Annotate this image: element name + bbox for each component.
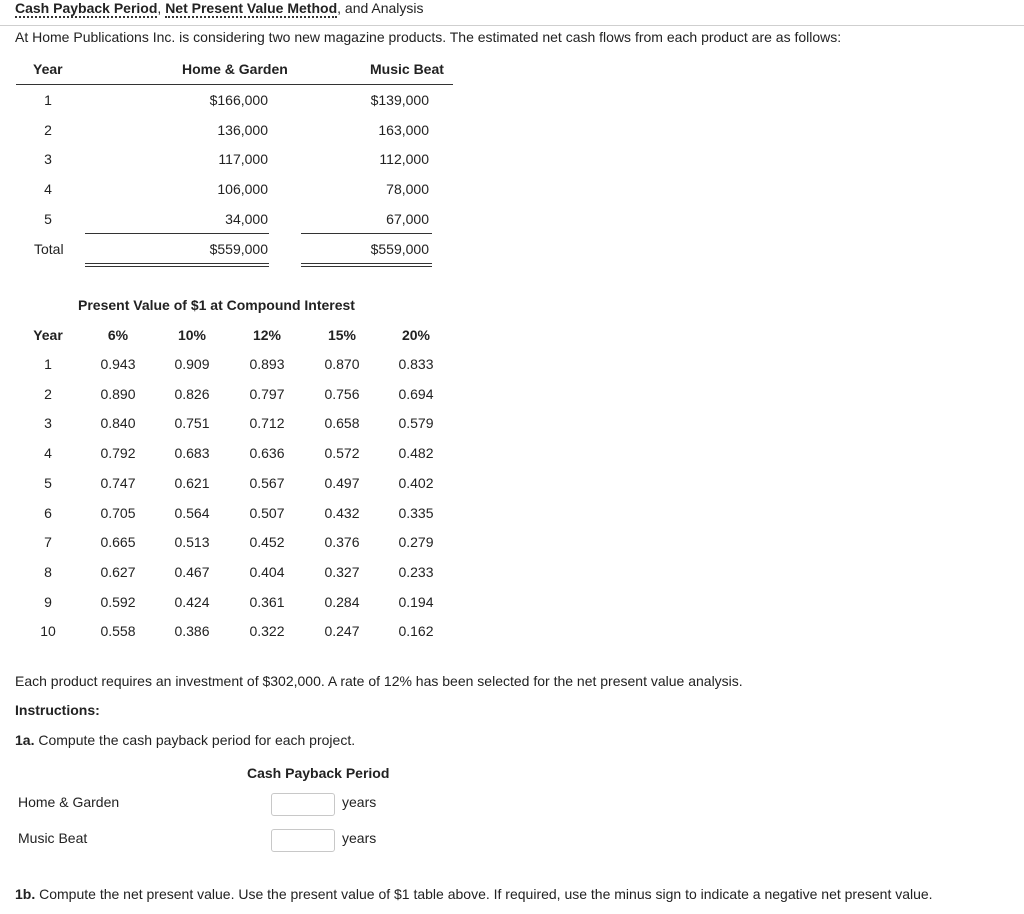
pv-header-cell: Year [33, 327, 63, 343]
pv-cell: 0.943 [100, 356, 136, 372]
cf-subtotal-rule-hg [85, 233, 269, 234]
pv-cell: 5 [44, 474, 52, 491]
pv-cell: 0.579 [398, 415, 434, 432]
pv-cell: 9 [44, 593, 52, 610]
pv-cell: 0.792 [100, 445, 136, 462]
title-analysis: and Analysis [344, 0, 424, 16]
cf-total-label: Total [34, 241, 64, 257]
cf-header-year: Year [33, 61, 63, 77]
pv-cell: 0.404 [249, 563, 285, 580]
pv-cell: 3 [44, 415, 52, 432]
cf-total-music-beat: $559,000 [370, 241, 429, 257]
payback-label-home-garden: Home & Garden [18, 794, 120, 810]
cf-row-year: 4 [44, 181, 52, 197]
cf-header-music-beat: Music Beat [370, 61, 444, 77]
payback-unit-music-beat: years [342, 830, 377, 846]
pv-cell: 0.558 [100, 623, 136, 640]
cf-row-year: 3 [44, 151, 52, 167]
pv-cell: 0.247 [324, 623, 360, 640]
pv-cell: 0.747 [100, 474, 136, 491]
pv-cell: 0.797 [249, 385, 285, 402]
pv-cell: 0.402 [398, 474, 434, 491]
pv-cell: 0.361 [249, 593, 285, 610]
pv-cell: 7 [44, 534, 52, 551]
pv-cell: 0.424 [174, 593, 210, 610]
instructions-label: Instructions: [15, 702, 100, 718]
intro-text: At Home Publications Inc. is considering two new magazine products. The estimated net cash flows from each product are as follows: [15, 29, 842, 45]
pv-cell: 4 [44, 445, 52, 462]
pv-cell: 0.636 [249, 445, 285, 462]
pv-cell: 0.890 [100, 385, 136, 402]
pv-cell: 8 [44, 563, 52, 580]
pv-cell: 0.694 [398, 385, 434, 402]
pv-cell: 0.564 [174, 504, 210, 521]
cf-row-home-garden: 136,000 [217, 122, 268, 138]
pv-cell: 0.665 [100, 534, 136, 551]
pv-cell: 10 [40, 623, 56, 640]
pv-cell: 0.893 [249, 356, 285, 372]
pv-cell: 0.386 [174, 623, 210, 640]
pv-cell: 0.567 [249, 474, 285, 491]
pv-table-title: Present Value of $1 at Compound Interest [78, 297, 355, 313]
pv-cell: 0.432 [324, 504, 360, 521]
pv-cell: 0.452 [249, 534, 285, 551]
cf-subtotal-rule-mb [301, 233, 432, 234]
pv-cell: 2 [44, 385, 52, 402]
question-1a-number: 1a. [15, 732, 35, 748]
pv-cell: 0.507 [249, 504, 285, 521]
cf-header-rule [16, 84, 453, 85]
cf-total-double-rule-hg [85, 263, 269, 267]
cf-row-home-garden: 117,000 [218, 151, 268, 167]
payback-unit-home-garden: years [342, 794, 377, 810]
pv-cell: 0.162 [398, 623, 434, 640]
pv-cell: 0.712 [249, 415, 285, 432]
title-npv-method: Net Present Value Method [165, 0, 338, 16]
pv-cell: 0.751 [174, 415, 210, 432]
cf-total-double-rule-mb [301, 263, 432, 267]
cf-row-music-beat: 67,000 [386, 211, 429, 227]
investment-text: Each product requires an investment of $302,000. A rate of 12% has been selected for the net present value analysis. [15, 673, 743, 689]
cf-row-year: 5 [44, 211, 52, 227]
pv-header-cell: 12% [252, 327, 282, 343]
question-1a [15, 732, 355, 748]
question-1b-number: 1b. [15, 886, 36, 902]
pv-header-cell: 6% [107, 327, 129, 343]
pv-cell: 0.833 [398, 356, 434, 372]
cf-row-music-beat: 78,000 [386, 181, 429, 197]
pv-cell: 0.497 [324, 474, 360, 491]
pv-cell: 0.572 [324, 445, 360, 462]
title-separator: , [337, 0, 345, 16]
question-1a-text: Compute the cash payback period for each project. [38, 732, 356, 748]
page-title [15, 0, 424, 16]
pv-cell: 0.279 [398, 534, 434, 551]
pv-cell: 6 [44, 504, 52, 521]
cf-row-home-garden: 34,000 [225, 211, 268, 227]
pv-cell: 0.909 [174, 356, 210, 372]
question-1b-text: Compute the net present value. Use the present value of $1 table above. If required, use the minus sign to indicate a negative net present value. [39, 886, 933, 902]
pv-cell: 0.327 [324, 563, 360, 580]
pv-header-cell: 15% [327, 327, 357, 343]
cf-total-home-garden: $559,000 [209, 241, 268, 257]
cf-row-music-beat: $139,000 [370, 92, 429, 108]
pv-cell: 0.840 [100, 415, 136, 432]
title-cash-payback: Cash Payback Period [15, 0, 158, 16]
cf-row-music-beat: 112,000 [379, 151, 429, 167]
pv-cell: 0.705 [100, 504, 136, 521]
pv-cell: 0.627 [100, 563, 136, 580]
pv-cell: 0.870 [324, 356, 360, 372]
question-1b [15, 886, 933, 902]
title-separator: , [157, 0, 166, 16]
cf-row-home-garden: $166,000 [209, 92, 268, 108]
pv-cell: 0.513 [174, 534, 210, 551]
pv-cell: 0.658 [324, 415, 360, 432]
pv-cell: 0.194 [398, 593, 434, 610]
cf-row-music-beat: 163,000 [378, 122, 429, 138]
pv-cell: 0.482 [398, 445, 434, 462]
pv-cell: 0.284 [324, 593, 360, 610]
payback-heading: Cash Payback Period [247, 765, 390, 781]
pv-header-cell: 10% [177, 327, 207, 343]
cf-header-home-garden: Home & Garden [182, 61, 288, 77]
cf-row-year: 2 [44, 122, 52, 138]
payback-label-music-beat: Music Beat [18, 830, 88, 846]
pv-cell: 0.376 [324, 534, 360, 551]
cf-row-home-garden: 106,000 [217, 181, 268, 197]
pv-cell: 0.621 [174, 474, 210, 491]
pv-cell: 1 [44, 356, 52, 372]
pv-cell: 0.756 [324, 385, 360, 402]
payback-input-music-beat[interactable] [271, 829, 335, 852]
pv-cell: 0.683 [174, 445, 210, 462]
pv-cell: 0.322 [249, 623, 285, 640]
pv-cell: 0.826 [174, 385, 210, 402]
header-divider [0, 25, 1024, 26]
cf-row-year: 1 [44, 92, 52, 108]
payback-input-home-garden[interactable] [271, 793, 335, 816]
pv-cell: 0.467 [174, 563, 210, 580]
pv-cell: 0.233 [398, 563, 434, 580]
pv-cell: 0.592 [100, 593, 136, 610]
pv-header-cell: 20% [401, 327, 431, 343]
pv-cell: 0.335 [398, 504, 434, 521]
